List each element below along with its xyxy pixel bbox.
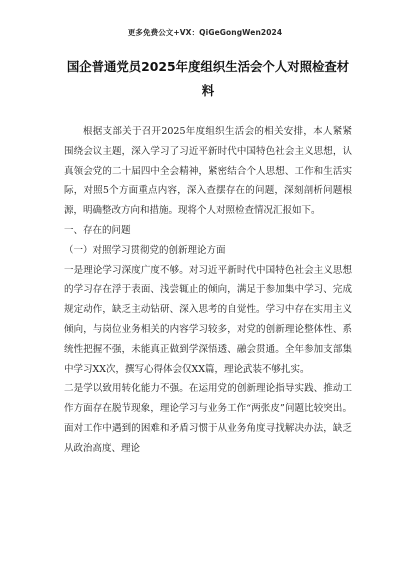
body-paragraph-second-point: 二是学以致用转化能力不强。在运用党的创新理论指导实践、推动工作方面存在脱节现象，理论学习与业务工作“两张皮”问题比较突出。面对工作中遇到的困难和矛盾习惯于从业务角度寻找解决办法，缺乏从政治高度、理论 [64,383,352,454]
body-paragraph-first-point: 一是理论学习深度广度不够。对习近平新时代中国特色社会主义思想的学习存在浮于表面、浅尝辄止的倾向，满足于参加集中学习、完成规定动作，缺乏主动钻研、深入思考的自觉性。学习中存在实用主义倾向，与岗位业务相关的内容学习较多，对党的创新理论整体性、系统性把握不强，未能真正做到学深悟透、融会贯通。全年参加支部集中学习XX次，撰写心得体会仅XX篇，理论武装不够扎实。 [64,264,352,375]
section-heading-problems: 一、存在的问题 [64,224,131,236]
subsection-heading-theory: （一）对照学习贯彻党的创新理论方面 [64,244,226,256]
intro-paragraph: 根据支部关于召开2025年度组织生活会的相关安排，本人紧紧围绕会议主题，深入学习了习近平新时代中国特色社会主义思想，认真领会党的二十届四中全会精神，紧密结合个人思想、工作和生活实际，对照5个方面重点内容，深入查摆存在的问题，深刻剖析问题根源，明确整改方向和措施。现将个人对照检查情况汇报如下。 [64,126,352,217]
document-title: 国企普通党员2025年度组织生活会个人对照检查材料 [66,59,350,98]
header-note: 更多免费公文+VX：QiGeGongWen2024 [127,28,283,37]
document-body [64,122,352,459]
